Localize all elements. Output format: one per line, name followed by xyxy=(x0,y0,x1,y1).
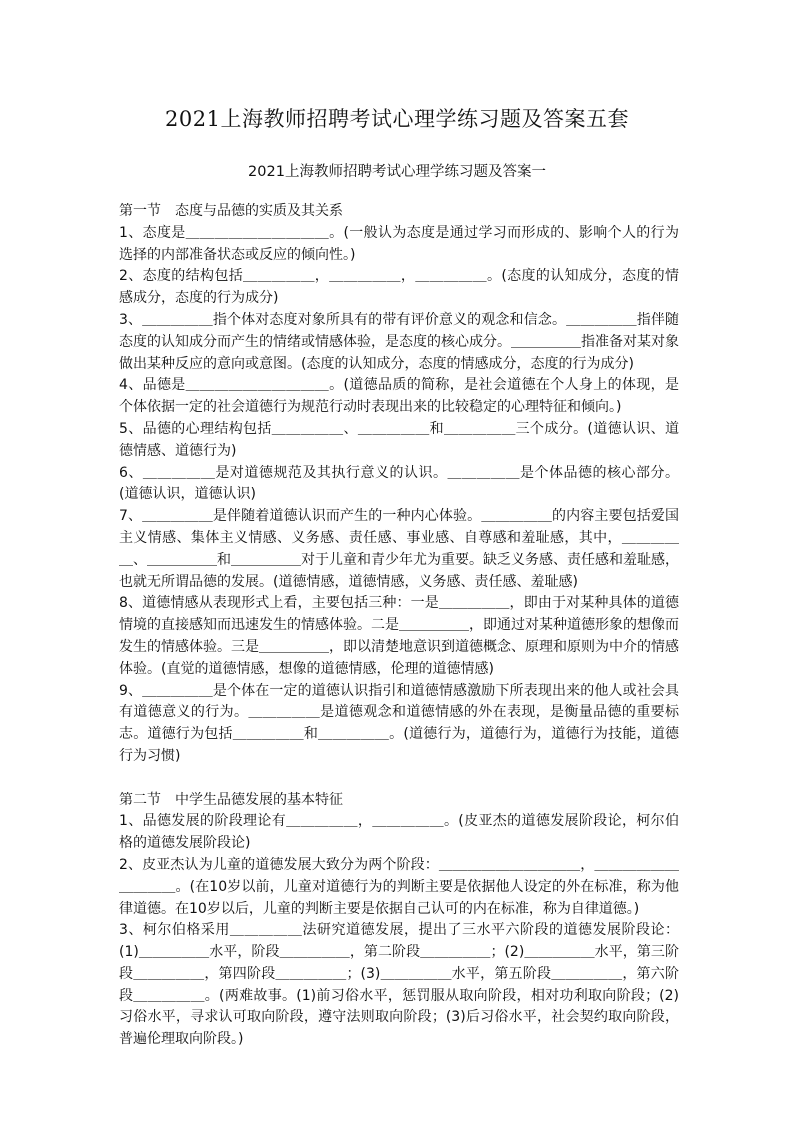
question-item: 5、品德的心理结构包括＿＿＿＿＿、＿＿＿＿＿和＿＿＿＿＿三个成分。(道德认识、道德情感、道德行为) xyxy=(119,420,679,459)
document-title: 2021上海教师招聘考试心理学练习题及答案五套 xyxy=(165,107,629,131)
section-heading: 第二节 中学生品德发展的基本特征 xyxy=(119,791,343,808)
question-item: 6、＿＿＿＿＿是对道德规范及其执行意义的认识。＿＿＿＿＿是个体品德的核心部分。(道德认识，道德认识) xyxy=(119,464,679,503)
section-1 xyxy=(119,201,679,768)
document-body xyxy=(119,201,679,1051)
question-item: 1、品德发展的阶段理论有＿＿＿＿＿，＿＿＿＿＿。(皮亚杰的道德发展阶段论，柯尔伯格的道德发展阶段论) xyxy=(119,813,679,852)
question-item: 2、皮亚杰认为儿童的道德发展大致分为两个阶段：＿＿＿＿＿＿＿＿＿＿，＿＿＿＿＿＿＿＿＿＿。(在10岁以前，儿童对道德行为的判断主要是依据他人设定的外在标准，称为他律道德。在10岁以后，儿童的判断主要是依据自己认可的内在标准，称为自律道德。) xyxy=(119,856,679,917)
question-item: 9、＿＿＿＿＿是个体在一定的道德认识指引和道德情感激励下所表现出来的他人或社会具有道德意义的行为。＿＿＿＿＿是道德观念和道德情感的外在表现，是衡量品德的重要标志。道德行为包括＿＿＿＿＿和＿＿＿＿＿。(道德行为，道德行为，道德行为技能，道德行为习惯) xyxy=(119,682,679,764)
question-item: 3、柯尔伯格采用＿＿＿＿＿法研究道德发展，提出了三水平六阶段的道德发展阶段论：(1)＿＿＿＿＿水平，阶段＿＿＿＿＿，第二阶段＿＿＿＿＿；(2)＿＿＿＿＿水平，第三阶段＿＿＿＿＿，第四阶段＿＿＿＿＿；(3)＿＿＿＿＿水平，第五阶段＿＿＿＿＿，第六阶段＿＿＿＿＿。(两难故事。(1)前习俗水平，惩罚服从取向阶段，相对功利取向阶段；(2)习俗水平，寻求认可取向阶段，遵守法则取向阶段；(3)后习俗水平，社会契约取向阶段，普遍伦理取向阶段。) xyxy=(119,922,679,1048)
question-item: 3、＿＿＿＿＿指个体对态度对象所具有的带有评价意义的观念和信念。＿＿＿＿＿指伴随态度的认知成分而产生的情绪或情感体验，是态度的核心成分。＿＿＿＿＿指准备对某对象做出某种反应的意向或意图。(态度的认知成分，态度的情感成分，态度的行为成分) xyxy=(119,311,679,372)
question-item: 1、态度是＿＿＿＿＿＿＿＿＿＿。(一般认为态度是通过学习而形成的、影响个人的行为选择的内部准备状态或反应的倾向性。) xyxy=(119,224,679,263)
question-item: 2、态度的结构包括＿＿＿＿＿，＿＿＿＿＿，＿＿＿＿＿。(态度的认知成分，态度的情感成分，态度的行为成分) xyxy=(119,268,679,307)
section-2 xyxy=(119,790,679,1052)
question-item: 7、＿＿＿＿＿是伴随着道德认识而产生的一种内心体验。＿＿＿＿＿的内容主要包括爱国主义情感、集体主义情感、义务感、责任感、事业感、自尊感和羞耻感，其中，＿＿＿＿＿、＿＿＿＿＿和＿＿＿＿＿对于儿童和青少年尤为重要。缺乏义务感、责任感和羞耻感，也就无所谓品德的发展。(道德情感，道德情感，义务感、责任感、羞耻感) xyxy=(119,508,679,590)
section-spacer xyxy=(119,768,679,790)
section-heading: 第一节 态度与品德的实质及其关系 xyxy=(119,203,343,219)
question-item: 4、品德是＿＿＿＿＿＿＿＿＿＿。(道德品质的简称，是社会道德在个人身上的体现，是个体依据一定的社会道德行为规范行动时表现出来的比较稳定的心理特征和倾向。) xyxy=(119,377,679,416)
document-subtitle: 2021上海教师招聘考试心理学练习题及答案一 xyxy=(248,164,546,180)
question-item: 8、道德情感从表现形式上看，主要包括三种：一是＿＿＿＿＿，即由于对某种具体的道德情境的直接感知而迅速发生的情感体验。二是＿＿＿＿＿，即通过对某种道德形象的想像而发生的情感体验。三是＿＿＿＿＿，即以清楚地意识到道德概念、原理和原则为中介的情感体验。(直觉的道德情感，想像的道德情感，伦理的道德情感) xyxy=(119,595,679,677)
